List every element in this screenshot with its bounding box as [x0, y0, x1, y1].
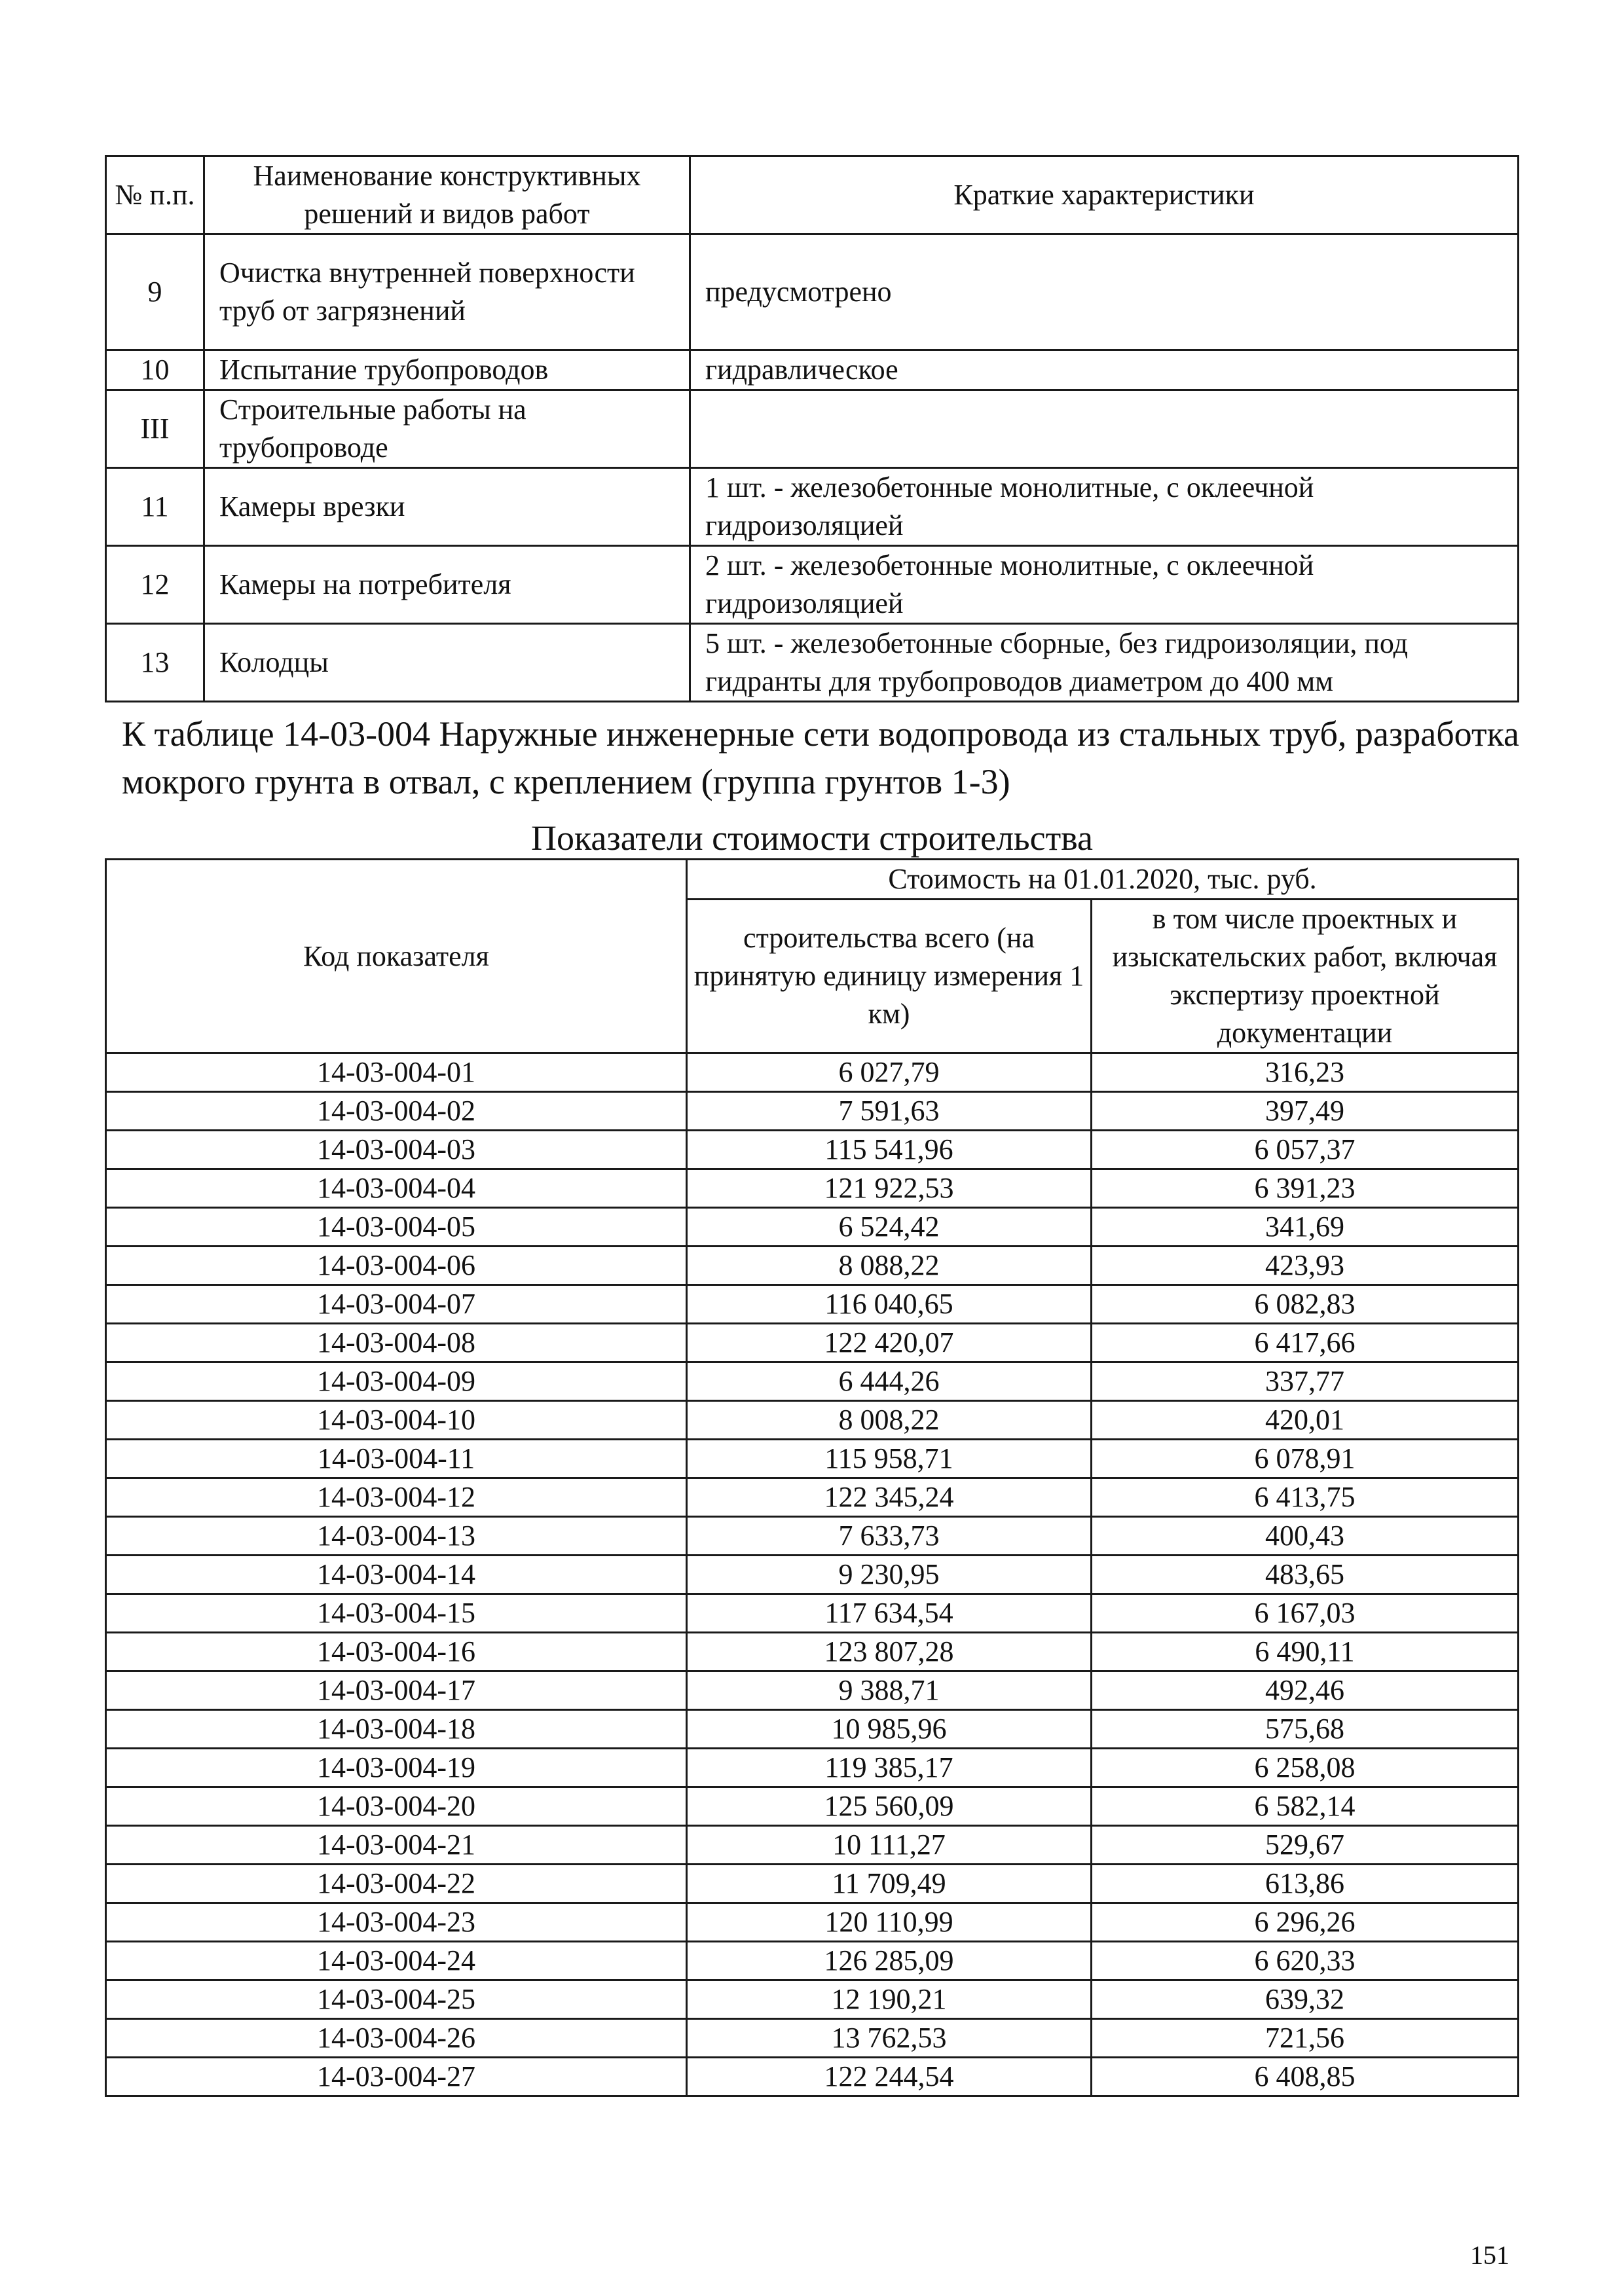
structural-solutions-table: [105, 155, 1519, 702]
table-row: [106, 468, 1519, 546]
indicator-code: 14-03-004-25: [106, 1980, 687, 2019]
total-cost: 12 190,21: [687, 1980, 1092, 2019]
table-row: [106, 1710, 1519, 1749]
indicator-code: 14-03-004-05: [106, 1208, 687, 1247]
design-cost: 423,93: [1092, 1247, 1519, 1285]
header-code: Код показателя: [106, 860, 687, 1053]
indicator-code: 14-03-004-09: [106, 1362, 687, 1401]
indicator-code: 14-03-004-26: [106, 2019, 687, 2058]
table-row: [106, 1517, 1519, 1556]
design-cost: 639,32: [1092, 1980, 1519, 2019]
design-cost: 6 490,11: [1092, 1633, 1519, 1671]
design-cost: 6 258,08: [1092, 1749, 1519, 1787]
table-row: [106, 390, 1519, 468]
page-number: 151: [1470, 2240, 1509, 2270]
row-number: 10: [106, 350, 204, 390]
total-cost: 122 420,07: [687, 1324, 1092, 1362]
indicator-code: 14-03-004-14: [106, 1556, 687, 1594]
design-cost: 483,65: [1092, 1556, 1519, 1594]
design-cost: 613,86: [1092, 1865, 1519, 1903]
cost-table-title: Показатели стоимости строительства: [530, 818, 1093, 858]
indicator-code: 14-03-004-23: [106, 1903, 687, 1942]
indicator-code: 14-03-004-01: [106, 1053, 687, 1092]
design-cost: 6 057,37: [1092, 1131, 1519, 1169]
design-cost: 397,49: [1092, 1092, 1519, 1131]
row-description: 5 шт. - железобетонные сборные, без гидроизоляции, под гидранты для трубопроводов диаметром до 400 мм: [690, 624, 1519, 702]
row-number: 9: [106, 234, 204, 350]
indicator-code: 14-03-004-02: [106, 1092, 687, 1131]
indicator-code: 14-03-004-04: [106, 1169, 687, 1208]
row-description: 2 шт. - железобетонные монолитные, с оклеечной гидроизоляцией: [690, 546, 1519, 624]
design-cost: 6 408,85: [1092, 2058, 1519, 2096]
cost-header-row: [106, 860, 1519, 900]
table-row: [106, 1092, 1519, 1131]
row-number: 13: [106, 624, 204, 702]
table-row: [106, 624, 1519, 702]
total-cost: 119 385,17: [687, 1749, 1092, 1787]
design-cost: 529,67: [1092, 1826, 1519, 1865]
total-cost: 8 008,22: [687, 1401, 1092, 1440]
cost-indicators-table: [105, 858, 1519, 2097]
row-description: 1 шт. - железобетонные монолитные, с оклеечной гидроизоляцией: [690, 468, 1519, 546]
total-cost: 117 634,54: [687, 1594, 1092, 1633]
table-row: [106, 1131, 1519, 1169]
total-cost: 9 230,95: [687, 1556, 1092, 1594]
table-caption: К таблице 14-03-004 Наружные инженерные сети водопровода из стальных труб, разработка мокрого грунта в отвал, с креплением (группа грунтов 1-3): [122, 714, 1519, 801]
row-name: Камеры на потребителя: [204, 546, 690, 624]
header-name: Наименование конструктивных решений и видов работ: [204, 156, 690, 234]
indicator-code: 14-03-004-18: [106, 1710, 687, 1749]
design-cost: 6 078,91: [1092, 1440, 1519, 1478]
row-number: III: [106, 390, 204, 468]
total-cost: 122 244,54: [687, 2058, 1092, 2096]
table-row: [106, 1594, 1519, 1633]
total-cost: 9 388,71: [687, 1671, 1092, 1710]
design-cost: 6 413,75: [1092, 1478, 1519, 1517]
table-row: [106, 1749, 1519, 1787]
table-row: [106, 1556, 1519, 1594]
design-cost: 341,69: [1092, 1208, 1519, 1247]
row-name: Очистка внутренней поверхности труб от загрязнений: [204, 234, 690, 350]
total-cost: 11 709,49: [687, 1865, 1092, 1903]
row-description: предусмотрено: [690, 234, 1519, 350]
design-cost: 6 620,33: [1092, 1942, 1519, 1980]
total-cost: 7 633,73: [687, 1517, 1092, 1556]
indicator-code: 14-03-004-12: [106, 1478, 687, 1517]
design-cost: 400,43: [1092, 1517, 1519, 1556]
design-cost: 492,46: [1092, 1671, 1519, 1710]
table-row: [106, 1942, 1519, 1980]
total-cost: 115 958,71: [687, 1440, 1092, 1478]
table-row: [106, 1633, 1519, 1671]
indicator-code: 14-03-004-13: [106, 1517, 687, 1556]
header-characteristics: Краткие характеристики: [690, 156, 1519, 234]
table-row: [106, 1478, 1519, 1517]
design-cost: 6 296,26: [1092, 1903, 1519, 1942]
design-cost: 6 167,03: [1092, 1594, 1519, 1633]
table-row: [106, 1285, 1519, 1324]
cost-table-body: [106, 1053, 1519, 2096]
design-cost: 721,56: [1092, 2019, 1519, 2058]
indicator-code: 14-03-004-17: [106, 1671, 687, 1710]
header-design-cost: в том числе проектных и изыскательских работ, включая экспертизу проектной документации: [1092, 900, 1519, 1053]
indicator-code: 14-03-004-10: [106, 1401, 687, 1440]
table-row: [106, 2058, 1519, 2096]
table-row: [106, 1903, 1519, 1942]
total-cost: 122 345,24: [687, 1478, 1092, 1517]
indicator-code: 14-03-004-21: [106, 1826, 687, 1865]
table-row: [106, 1169, 1519, 1208]
total-cost: 6 524,42: [687, 1208, 1092, 1247]
indicator-code: 14-03-004-06: [106, 1247, 687, 1285]
indicator-code: 14-03-004-19: [106, 1749, 687, 1787]
total-cost: 10 111,27: [687, 1826, 1092, 1865]
indicator-code: 14-03-004-15: [106, 1594, 687, 1633]
table-row: [106, 1208, 1519, 1247]
table-row: [106, 1980, 1519, 2019]
total-cost: 116 040,65: [687, 1285, 1092, 1324]
table-row: [106, 1826, 1519, 1865]
table-row: [106, 1787, 1519, 1826]
table-row: [106, 1401, 1519, 1440]
table-row: [106, 1865, 1519, 1903]
indicator-code: 14-03-004-07: [106, 1285, 687, 1324]
design-cost: 6 582,14: [1092, 1787, 1519, 1826]
design-cost: 337,77: [1092, 1362, 1519, 1401]
row-name: Колодцы: [204, 624, 690, 702]
total-cost: 8 088,22: [687, 1247, 1092, 1285]
row-name: Испытание трубопроводов: [204, 350, 690, 390]
total-cost: 120 110,99: [687, 1903, 1092, 1942]
row-number: 12: [106, 546, 204, 624]
indicator-code: 14-03-004-16: [106, 1633, 687, 1671]
table-row: [106, 1440, 1519, 1478]
indicator-code: 14-03-004-11: [106, 1440, 687, 1478]
table-header-row: [106, 156, 1519, 234]
indicator-code: 14-03-004-03: [106, 1131, 687, 1169]
header-number: № п.п.: [106, 156, 204, 234]
row-name: Камеры врезки: [204, 468, 690, 546]
design-cost: 316,23: [1092, 1053, 1519, 1092]
table-row: [106, 350, 1519, 390]
total-cost: 13 762,53: [687, 2019, 1092, 2058]
total-cost: 115 541,96: [687, 1131, 1092, 1169]
design-cost: 420,01: [1092, 1401, 1519, 1440]
design-cost: 6 391,23: [1092, 1169, 1519, 1208]
row-number: 11: [106, 468, 204, 546]
table-row: [106, 2019, 1519, 2058]
table-row: [106, 1324, 1519, 1362]
total-cost: 6 444,26: [687, 1362, 1092, 1401]
design-cost: 575,68: [1092, 1710, 1519, 1749]
indicator-code: 14-03-004-27: [106, 2058, 687, 2096]
table-row: [106, 234, 1519, 350]
design-cost: 6 417,66: [1092, 1324, 1519, 1362]
total-cost: 123 807,28: [687, 1633, 1092, 1671]
row-description: гидравлическое: [690, 350, 1519, 390]
table-row: [106, 1671, 1519, 1710]
design-cost: 6 082,83: [1092, 1285, 1519, 1324]
table-row: [106, 1053, 1519, 1092]
total-cost: 125 560,09: [687, 1787, 1092, 1826]
table-row: [106, 546, 1519, 624]
total-cost: 121 922,53: [687, 1169, 1092, 1208]
row-name: Строительные работы на трубопроводе: [204, 390, 690, 468]
indicator-code: 14-03-004-20: [106, 1787, 687, 1826]
header-cost-group: Стоимость на 01.01.2020, тыс. руб.: [687, 860, 1519, 900]
row-description: [690, 390, 1519, 468]
total-cost: 6 027,79: [687, 1053, 1092, 1092]
table-row: [106, 1362, 1519, 1401]
indicator-code: 14-03-004-22: [106, 1865, 687, 1903]
table-row: [106, 1247, 1519, 1285]
header-total-cost: строительства всего (на принятую единицу измерения 1 км): [687, 900, 1092, 1053]
indicator-code: 14-03-004-08: [106, 1324, 687, 1362]
total-cost: 126 285,09: [687, 1942, 1092, 1980]
indicator-code: 14-03-004-24: [106, 1942, 687, 1980]
total-cost: 7 591,63: [687, 1092, 1092, 1131]
total-cost: 10 985,96: [687, 1710, 1092, 1749]
